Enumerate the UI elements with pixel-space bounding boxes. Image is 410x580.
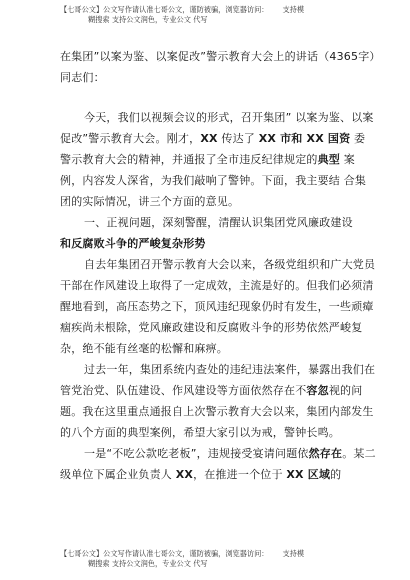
paragraph-3: 过去一年，集团系统内查处的违纪违法案件，暴露出我们在管党治党、队伍建设、作风建设等方面依然存在不容忽视的问题。我在这里重点通报自上次警示教育大会以来，集团内部发生的八个方面的典型案例，希望大家引以为戒，警钟长鸣。 [60,363,376,439]
header-banner-line1 [60,5,390,15]
footer-banner-text-tail: 支持模 [282,549,305,558]
paragraph-2: 自去年集团召开警示教育大会以来，各级党组织和广大党员干部在作风建设上取得了一定成效，主流是好的。但我们必须清醒地看到，高压态势之下，顶风违纪现象仍时有发生，一些顽瘴痼疾尚未根除，党风廉政建设和反腐败斗争的形势依然严峻复杂，绝不能有丝毫的松懈和麻痹。 [60,258,376,355]
footer-banner-line2: 糊搜索 支持公文润色，专业公文 代写 [88,559,208,568]
footer-banner-text: 【七哥公文】公文写作请认准七哥公文，谨防被骗，浏览器访问： [60,549,269,558]
footer-banner-line1 [60,549,390,559]
section-heading-1: 一、正视问题，深刻警醒，清醒认识集团党风廉政建设 和反腐败斗争的严峻复杂形势 [60,216,353,250]
document-body [60,47,381,485]
paragraph-4: 一是“不吃公款吃老板”，违规接受宴请问题依然存在。某二级单位下属企业负责人 XX，在推进一个位于 XX 区域的 [60,447,376,481]
document-title: 在集团”以案为鉴、以案促改”警示教育大会上的讲话（4365字） [60,50,381,63]
salutation: 同志们： [60,71,105,84]
footer-banner [60,549,390,569]
header-banner-line2: 糊搜索 支持公文润色，专业公文 代写 [88,15,208,24]
header-banner-text-tail: 支持模 [282,5,305,14]
paragraph-intro: 今天，我们以视频会议的形式，召开集团” 以案为鉴、以案促改”警示教育大会。刚才，XX 传达了 XX 市和 XX 国资 委警示教育大会的精神，并通报了全市违反纪律规定的典型 案例，内容发人深省，为我们敲响了警钟。下面，我主要结 合集团的实际情况，讲三个方面的意见。 [60,111,374,208]
header-banner [60,5,390,25]
header-banner-text: 【七哥公文】公文写作请认准七哥公文，谨防被骗，浏览器访问： [60,5,269,14]
